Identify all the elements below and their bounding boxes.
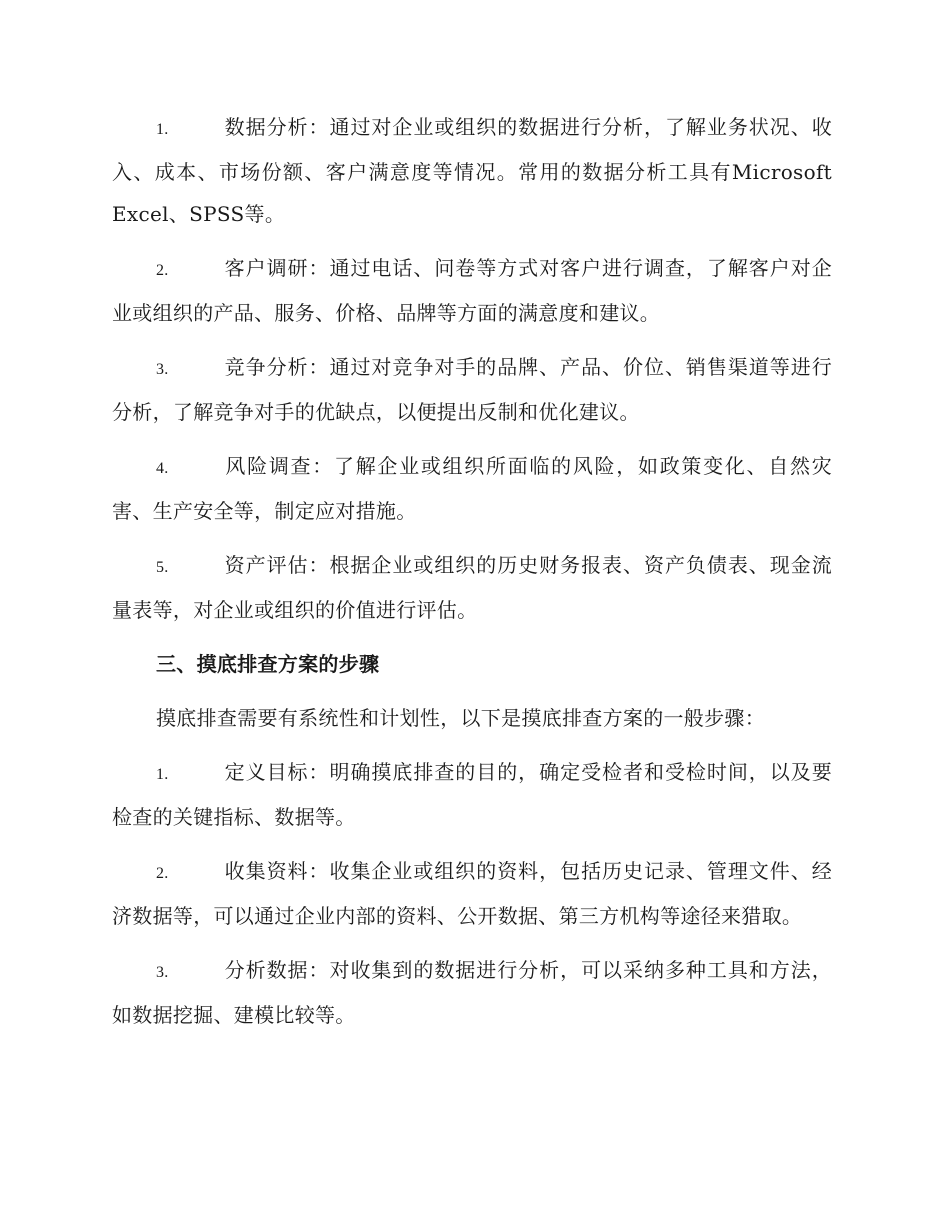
list-item xyxy=(112,106,832,235)
list-item xyxy=(112,247,832,334)
list-item-text: 收集资料：收集企业或组织的资料，包括历史记录、管理文件、经济数据等，可以通过企业内部的资料、公开数据、第三方机构等途径来猎取。 xyxy=(112,859,832,928)
list-item-number: 4. xyxy=(156,460,169,477)
list-item-number: 3. xyxy=(156,361,169,378)
list-item-number: 3. xyxy=(156,964,169,981)
list-item-number: 5. xyxy=(156,559,169,576)
section-heading: 三、摸底排查方案的步骤 xyxy=(156,652,380,676)
list-item xyxy=(112,850,832,937)
list-item xyxy=(112,544,832,631)
list-item xyxy=(112,346,832,433)
list-item-text: 竞争分析：通过对竞争对手的品牌、产品、价位、销售渠道等进行分析，了解竞争对手的优缺点，以便提出反制和优化建议。 xyxy=(112,355,832,424)
list-item-text: 风险调查：了解企业或组织所面临的风险，如政策变化、自然灾害、生产安全等，制定应对措施。 xyxy=(112,454,832,523)
list-item xyxy=(112,445,832,532)
list-item xyxy=(112,751,832,838)
list-item-number: 1. xyxy=(156,766,169,783)
list-item-number: 2. xyxy=(156,865,169,882)
list-item-number: 1. xyxy=(156,121,169,138)
list-item-text: 分析数据：对收集到的数据进行分析，可以采纳多种工具和方法，如数据挖掘、建模比较等。 xyxy=(112,958,832,1027)
list-item-text: 定义目标：明确摸底排查的目的，确定受检者和受检时间，以及要检查的关键指标、数据等。 xyxy=(112,760,832,829)
list-item-text: 资产评估：根据企业或组织的历史财务报表、资产负债表、现金流量表等，对企业或组织的价值进行评估。 xyxy=(112,553,832,622)
list-item xyxy=(112,949,832,1036)
list-item-text: 客户调研：通过电话、问卷等方式对客户进行调查，了解客户对企业或组织的产品、服务、价格、品牌等方面的满意度和建议。 xyxy=(112,256,832,325)
document-body xyxy=(112,106,832,1048)
list-item-text: 数据分析：通过对企业或组织的数据进行分析，了解业务状况、收入、成本、市场份额、客户满意度等情况。常用的数据分析工具有Microsoft Excel、SPSS等。 xyxy=(112,115,832,226)
list-item-number: 2. xyxy=(156,262,169,279)
section-intro: 摸底排查需要有系统性和计划性，以下是摸底排查方案的一般步骤： xyxy=(156,706,765,730)
